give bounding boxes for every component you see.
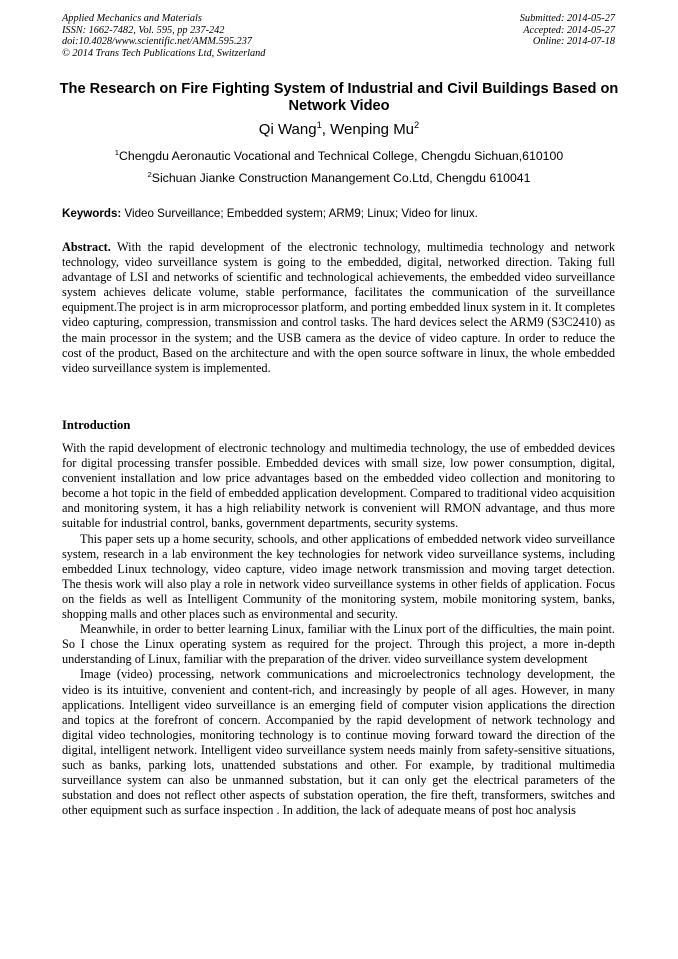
submitted-date: Submitted: 2014-05-27 <box>519 13 615 24</box>
abstract-text: With the rapid development of the electronic technology, multimedia technology and network technology, video surveillance system is going to the embedded, digital, networked direction. Taking full advantage of LSI and networks of scientific and technological achievements, the embedded video surveillance system achieves delicate volume, stable performance, facilitates the communication of the surveillance equipment.The project is in arm microprocessor platform, and porting embedded linux system in it. It completes video capturing, compression, transmission and control tasks. The hard devices select the ARM9 (S3C2410) as the main processor in the system; and the USB camera as the device of video capture. In order to reduce the cost of the product, Based on the architecture and with the open source software in linux, the whole embedded video surveillance system is implemented. <box>62 240 615 375</box>
affiliation-text: Chengdu Aeronautic Vocational and Technical College, Chengdu Sichuan,610100 <box>119 149 564 163</box>
affiliation-2 <box>0 171 678 185</box>
keywords-label: Keywords: <box>62 207 122 220</box>
abstract-label: Abstract. <box>62 240 111 254</box>
paragraph: This paper sets up a home security, schools, and other applications of embedded network video surveillance system, research in a lab environment the key technologies for network video surveillance systems, including embedded Linux technology, video capture, video image network transmission and moving target detection. The thesis work will also play a role in network video surveillance systems in other fields of application. Focus on the fields as well as Intelligent Community of the monitoring system, mobile monitoring system, banks, shopping malls and other places such as environmental and security. <box>62 531 615 622</box>
paragraph: Image (video) processing, network communications and microelectronics technology development, the video is its intuitive, convenient and content-rich, and increasingly by people of all ages. However, in many applications. Intelligent video surveillance is an emerging field of computer vision applications the direction and topics at the forefront of concern. Accompanied by the rapid development of network technology and digital video technologies, monitoring technology is to continue moving forward toward the direction of the digital, intelligent network. Intelligent video surveillance system needs mainly from safety-sensitive situations, such as banks, parking lots, unattended substations and other. For example, by traditional multimedia surveillance system can also be unmanned substation, but it can only get the electrical parameters of the substation and does not reflect other aspects of substation operation, the fire theft, transformers, switches and other equipment such as surface inspection . In addition, the lack of adequate means of post hoc analysis <box>62 667 615 818</box>
paper-title: The Research on Fire Fighting System of Industrial and Civil Buildings Based on Network Video <box>59 81 619 114</box>
abstract <box>62 240 615 376</box>
journal-issn: ISSN: 1662-7482, Vol. 595, pp 237-242 <box>62 24 225 36</box>
submission-dates <box>520 13 615 48</box>
author-name: Qi Wang <box>258 121 317 138</box>
affiliation-mark: 1 <box>114 148 120 158</box>
introduction-body <box>62 441 615 818</box>
accepted-date: Accepted: 2014-05-27 <box>523 24 615 36</box>
section-heading: Introduction <box>62 418 131 432</box>
online-date: Online: 2014-07-18 <box>532 36 615 47</box>
journal-doi: doi:10.4028/www.scientific.net/AMM.595.237 <box>62 36 252 47</box>
journal-name: Applied Mechanics and Materials <box>62 13 202 24</box>
journal-copyright: © 2014 Trans Tech Publications Ltd, Switzerland <box>62 47 266 59</box>
paragraph: Meanwhile, in order to better learning Linux, familiar with the Linux port of the difficulties, the main point. So I chose the Linux operating system as required for the project. Through this project, a more in-depth understanding of Linux, familiar with the preparation of the driver. video surveillance system development <box>62 622 615 667</box>
journal-info <box>62 13 265 59</box>
keywords-text: Video Surveillance; Embedded system; ARM9; Linux; Video for linux. <box>121 207 478 220</box>
author-separator: , <box>321 121 331 138</box>
paragraph: With the rapid development of electronic technology and multimedia technology, the use of embedded devices for digital processing transfer possible. Embedded devices with small size, low power consumption, digital, convenient installation and low price advantages based on the embedded video collection and monitoring to become a hot topic in the field of embedded application development. Compared to traditional video acquisition and monitoring system, it has a high reliability network is convenient will RMON advantage, and thus more suitable for industrial control, banks, government departments, security systems. <box>62 441 615 531</box>
keywords <box>62 207 617 221</box>
author-affiliation-mark: 2 <box>414 119 420 130</box>
affiliation-text: Sichuan Jianke Construction Manangement Co.Ltd, Chengdu 610041 <box>151 171 531 185</box>
author-list <box>0 121 678 139</box>
affiliation-1 <box>0 149 678 163</box>
author-affiliation-mark: 1 <box>316 119 322 130</box>
author-name: Wenping Mu <box>330 121 415 138</box>
affiliation-mark: 2 <box>147 170 152 180</box>
